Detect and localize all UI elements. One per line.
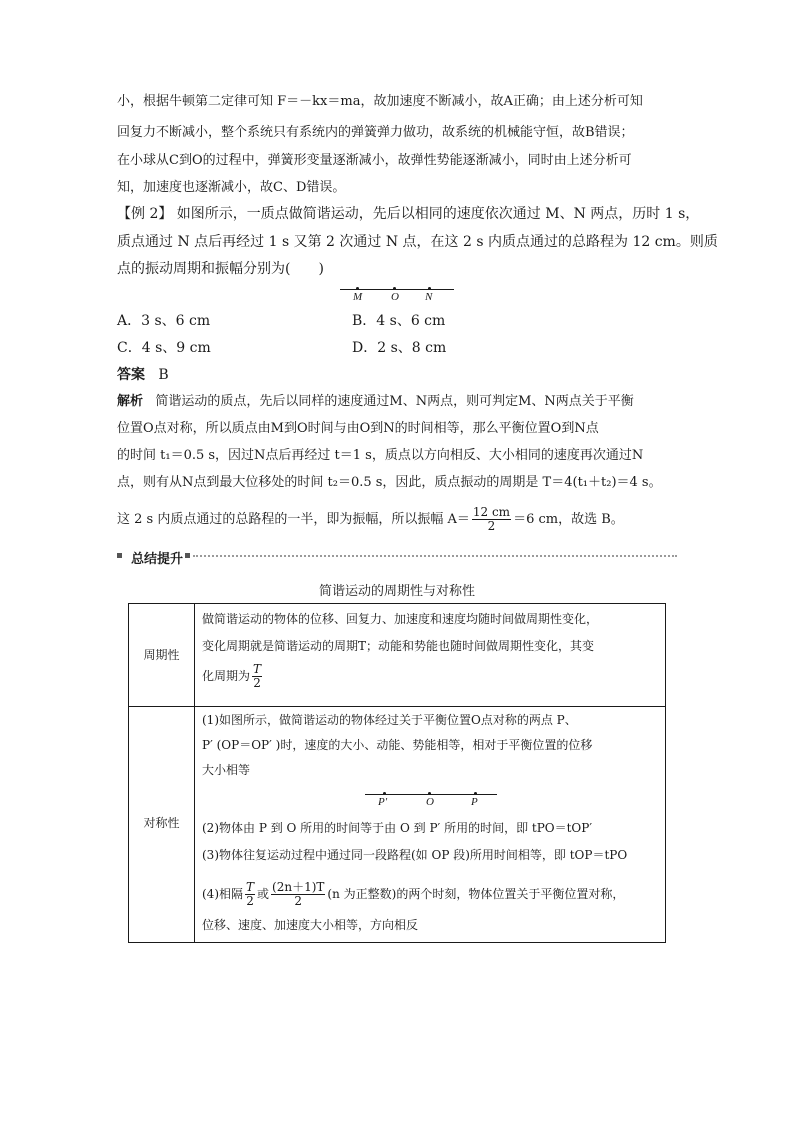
analysis-line-1 (117, 394, 634, 410)
answer-line (117, 367, 169, 383)
section-marker-right (185, 553, 190, 558)
paragraph-line-3: 在小球从C到O的过程中，弹簧形变量逐渐减小，故弹性势能逐渐减小，同时由上述分析可 (117, 153, 632, 168)
sym-item-4-post: (n 为正整数)的两个时刻，物体位置关于平衡位置对称， (327, 887, 625, 901)
label-o-sym: O (426, 796, 434, 808)
odd-frac-den: 2 (294, 894, 303, 908)
fraction-numerator: 12 cm (472, 505, 511, 519)
odd-half-period-fraction (271, 881, 325, 908)
analysis-text-5b: ＝6 cm，故选 B。 (513, 512, 624, 527)
table-divider-horizontal (129, 706, 665, 707)
label-o: O (391, 291, 399, 303)
point-o (393, 287, 396, 290)
table-divider-vertical (194, 604, 195, 942)
period-frac-num: T (253, 662, 262, 676)
sym-line-2: P′ (OP＝OP′ )时，速度的大小、动能、势能相等，相对于平衡位置的位移 (202, 738, 593, 752)
option-d: D．2 s、8 cm (352, 340, 447, 356)
point-m (356, 287, 359, 290)
analysis-text-5a: 这 2 s 内质点通过的总路程的一半，即为振幅，所以振幅 A＝ (117, 512, 470, 527)
half-frac-num: T (246, 880, 255, 894)
odd-frac-num: (2n＋1)T (272, 880, 325, 894)
symmetry-header: 对称性 (143, 816, 180, 830)
sym-item-4 (202, 881, 624, 908)
option-a: A．3 s、6 cm (117, 313, 211, 329)
example-line-1: 【例 2】 如图所示，一质点做简谐运动，先后以相同的速度依次通过 M、N 两点，历时 1 s， (117, 206, 700, 222)
example-line-2: 质点通过 N 点后再经过 1 s 又第 2 次通过 N 点，在这 2 s 内质点通过的总路程为 12 cm。则质 (117, 234, 718, 250)
fraction-denominator: 2 (487, 519, 496, 533)
analysis-line-2: 位置O点对称，所以质点由M到O时间与由O到N的时间相等，那么平衡位置O到N点 (117, 421, 599, 436)
sym-item-3: (3)物体往复运动过程中通过同一段路程(如 OP 段)所用时间相等，即 tOP＝tPO (202, 848, 628, 862)
point-p-prime (383, 792, 386, 795)
summary-section-bar (117, 548, 677, 564)
period-line-2: 变化周期就是简谐运动的周期T；动能和势能也随时间做周期性变化，其变 (202, 639, 595, 653)
analysis-label: 解析 (117, 394, 144, 409)
sym-item-4-pre: (4)相隔 (202, 887, 243, 901)
sym-line-1: (1)如图所示，做简谐运动的物体经过关于平衡位置O点对称的两点 P、 (202, 713, 577, 727)
sym-item-4-mid: 或 (257, 887, 270, 901)
label-p-prime: P′ (378, 796, 388, 808)
period-text-3: 化周期为 (202, 669, 251, 683)
table-title: 简谐运动的周期性与对称性 (318, 583, 475, 598)
section-title: 总结提升 (131, 551, 184, 566)
option-b: B．4 s、6 cm (352, 313, 446, 329)
analysis-line-4: 点，则有从N点到最大位移处的时间 t₂＝0.5 s，因此，质点振动的周期是 T＝4(t₁＋t₂)＝4 s。 (117, 475, 662, 490)
summary-table (128, 603, 666, 943)
label-n: N (425, 291, 433, 303)
paragraph-line-4: 知，加速度也逐渐减小，故C、D错误。 (117, 180, 346, 195)
period-fraction (252, 663, 262, 690)
paragraph-line-2: 回复力不断减小，整个系统只有系统内的弹簧弹力做功，故系统的机械能守恒，故B错误； (117, 125, 634, 140)
paragraph-line-1: 小，根据牛顿第二定律可知 F＝－kx＝ma，故加速度不断减小，故A正确；由上述分析可知 (117, 94, 643, 109)
analysis-line-5 (117, 506, 624, 533)
half-frac-den: 2 (246, 894, 254, 908)
sym-line-3: 大小相等 (202, 763, 251, 777)
analysis-text-1: 简谐运动的质点，先后以同样的速度通过M、N两点，则可判定M、N两点关于平衡 (155, 394, 634, 409)
section-marker-left (117, 553, 122, 558)
option-c: C．4 s、9 cm (117, 340, 211, 356)
half-period-fraction (245, 881, 255, 908)
period-frac-den: 2 (253, 676, 261, 690)
sym-item-4-line-2: 位移、速度、加速度大小相等，方向相反 (202, 918, 419, 932)
sym-item-2: (2)物体由 P 到 O 所用的时间等于由 O 到 P′ 所用的时间，即 tPO＝tOP′ (202, 821, 593, 835)
point-p (474, 792, 477, 795)
label-m: M (353, 291, 363, 303)
answer-label: 答案 (117, 367, 145, 383)
example-line-3: 点的振动周期和振幅分别为( ) (117, 261, 324, 277)
section-dotted-rule (193, 555, 677, 557)
period-line-3 (202, 663, 264, 690)
period-line-1: 做简谐运动的物体的位移、回复力、加速度和速度均随时间做周期性变化， (202, 612, 599, 626)
answer-value: B (158, 367, 169, 383)
label-p: P (471, 796, 478, 808)
analysis-line-3: 的时间 t₁＝0.5 s，因过N点后再经过 t＝1 s，质点以方向相反、大小相同的速度再次通过N (117, 448, 644, 463)
period-header: 周期性 (143, 648, 180, 662)
amplitude-fraction (472, 506, 511, 533)
point-n (428, 287, 431, 290)
point-o-sym (428, 792, 431, 795)
